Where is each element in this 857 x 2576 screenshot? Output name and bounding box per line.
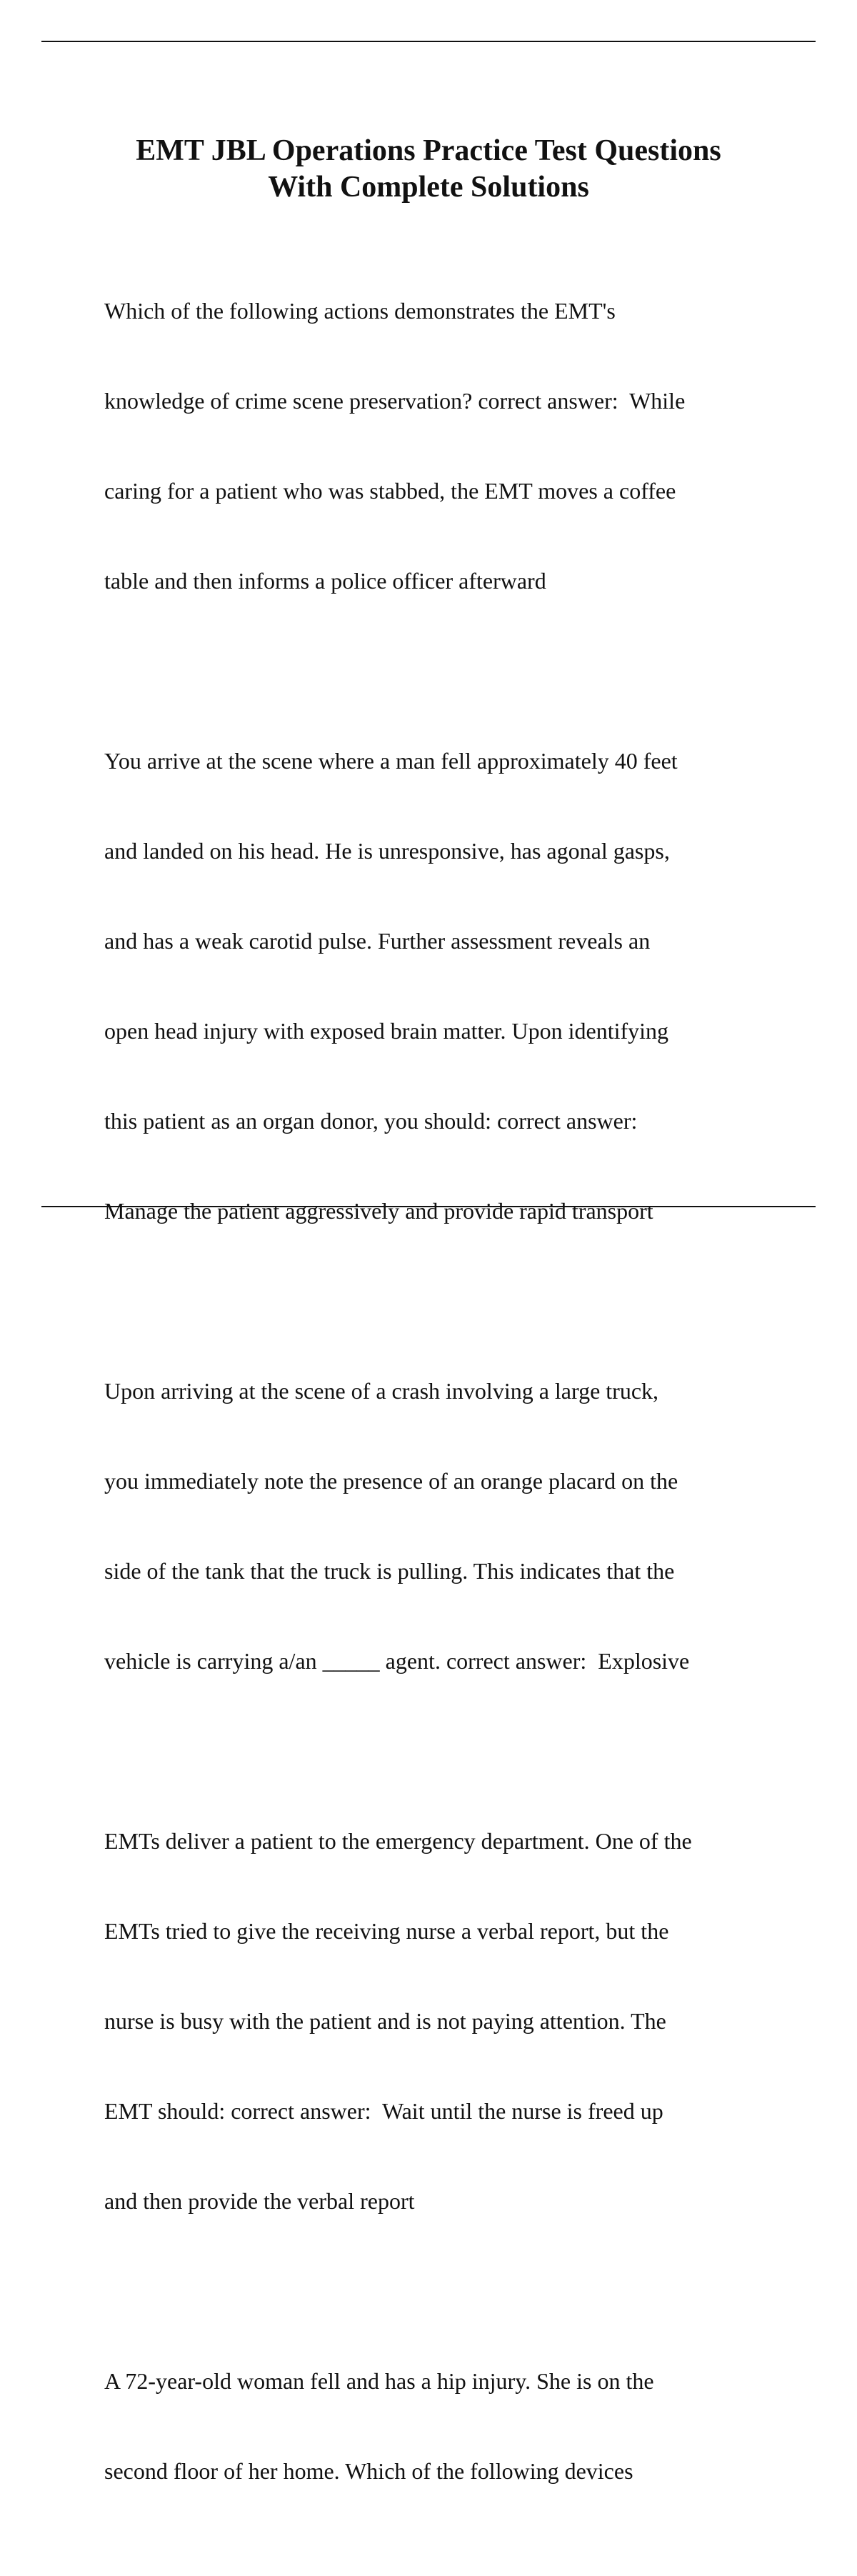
text-line: Upon arriving at the scene of a crash involving a large truck, — [104, 1378, 659, 1404]
text-line: open head injury with exposed brain matter. Upon identifying — [104, 1018, 669, 1044]
text-line: EMT should: correct answer: Wait until the nurse is freed up — [104, 2098, 663, 2124]
text-line: You arrive at the scene where a man fell approximately 40 feet — [104, 748, 678, 774]
question-entry-2 — [104, 686, 818, 1286]
text-line: table and then informs a police officer afterward — [104, 568, 546, 594]
bottom-rule — [41, 1206, 816, 1207]
question-entry-1 — [104, 236, 818, 656]
text-line: and has a weak carotid pulse. Further assessment reveals an — [104, 928, 651, 954]
text-line: Which of the following actions demonstrates the EMT's — [104, 298, 616, 324]
text-line: Manage the patient aggressively and provide rapid transport — [104, 1198, 653, 1224]
text-line: you immediately note the presence of an orange placard on the — [104, 1468, 678, 1494]
text-line: and then provide the verbal report — [104, 2188, 415, 2214]
text-line: nurse is busy with the patient and is not paying attention. The — [104, 2008, 666, 2034]
document-title — [71, 133, 786, 206]
text-line: caring for a patient who was stabbed, the EMT moves a coffee — [104, 478, 676, 504]
top-rule — [41, 41, 816, 42]
text-line: EMTs deliver a patient to the emergency department. One of the — [104, 1828, 692, 1854]
text-line: this patient as an organ donor, you should: correct answer: — [104, 1108, 638, 1134]
question-entry-3 — [104, 1316, 818, 1736]
text-line: side of the tank that the truck is pulling. This indicates that the — [104, 1558, 675, 1584]
question-entry-4 — [104, 1766, 818, 2276]
text-line: and landed on his head. He is unresponsive, has agonal gasps, — [104, 838, 670, 864]
text-line: second floor of her home. Which of the following devices — [104, 2458, 633, 2484]
title-line-1: EMT JBL Operations Practice Test Questions — [136, 134, 721, 167]
text-line: EMTs tried to give the receiving nurse a verbal report, but the — [104, 1918, 669, 1944]
text-line: knowledge of crime scene preservation? correct answer: While — [104, 388, 686, 414]
title-line-2: With Complete Solutions — [268, 171, 589, 204]
text-line: vehicle is carrying a/an _____ agent. correct answer: Explosive — [104, 1648, 690, 1674]
question-entry-5 — [104, 2306, 818, 2546]
text-line: A 72-year-old woman fell and has a hip injury. She is on the — [104, 2368, 654, 2394]
question-list — [104, 236, 818, 2576]
